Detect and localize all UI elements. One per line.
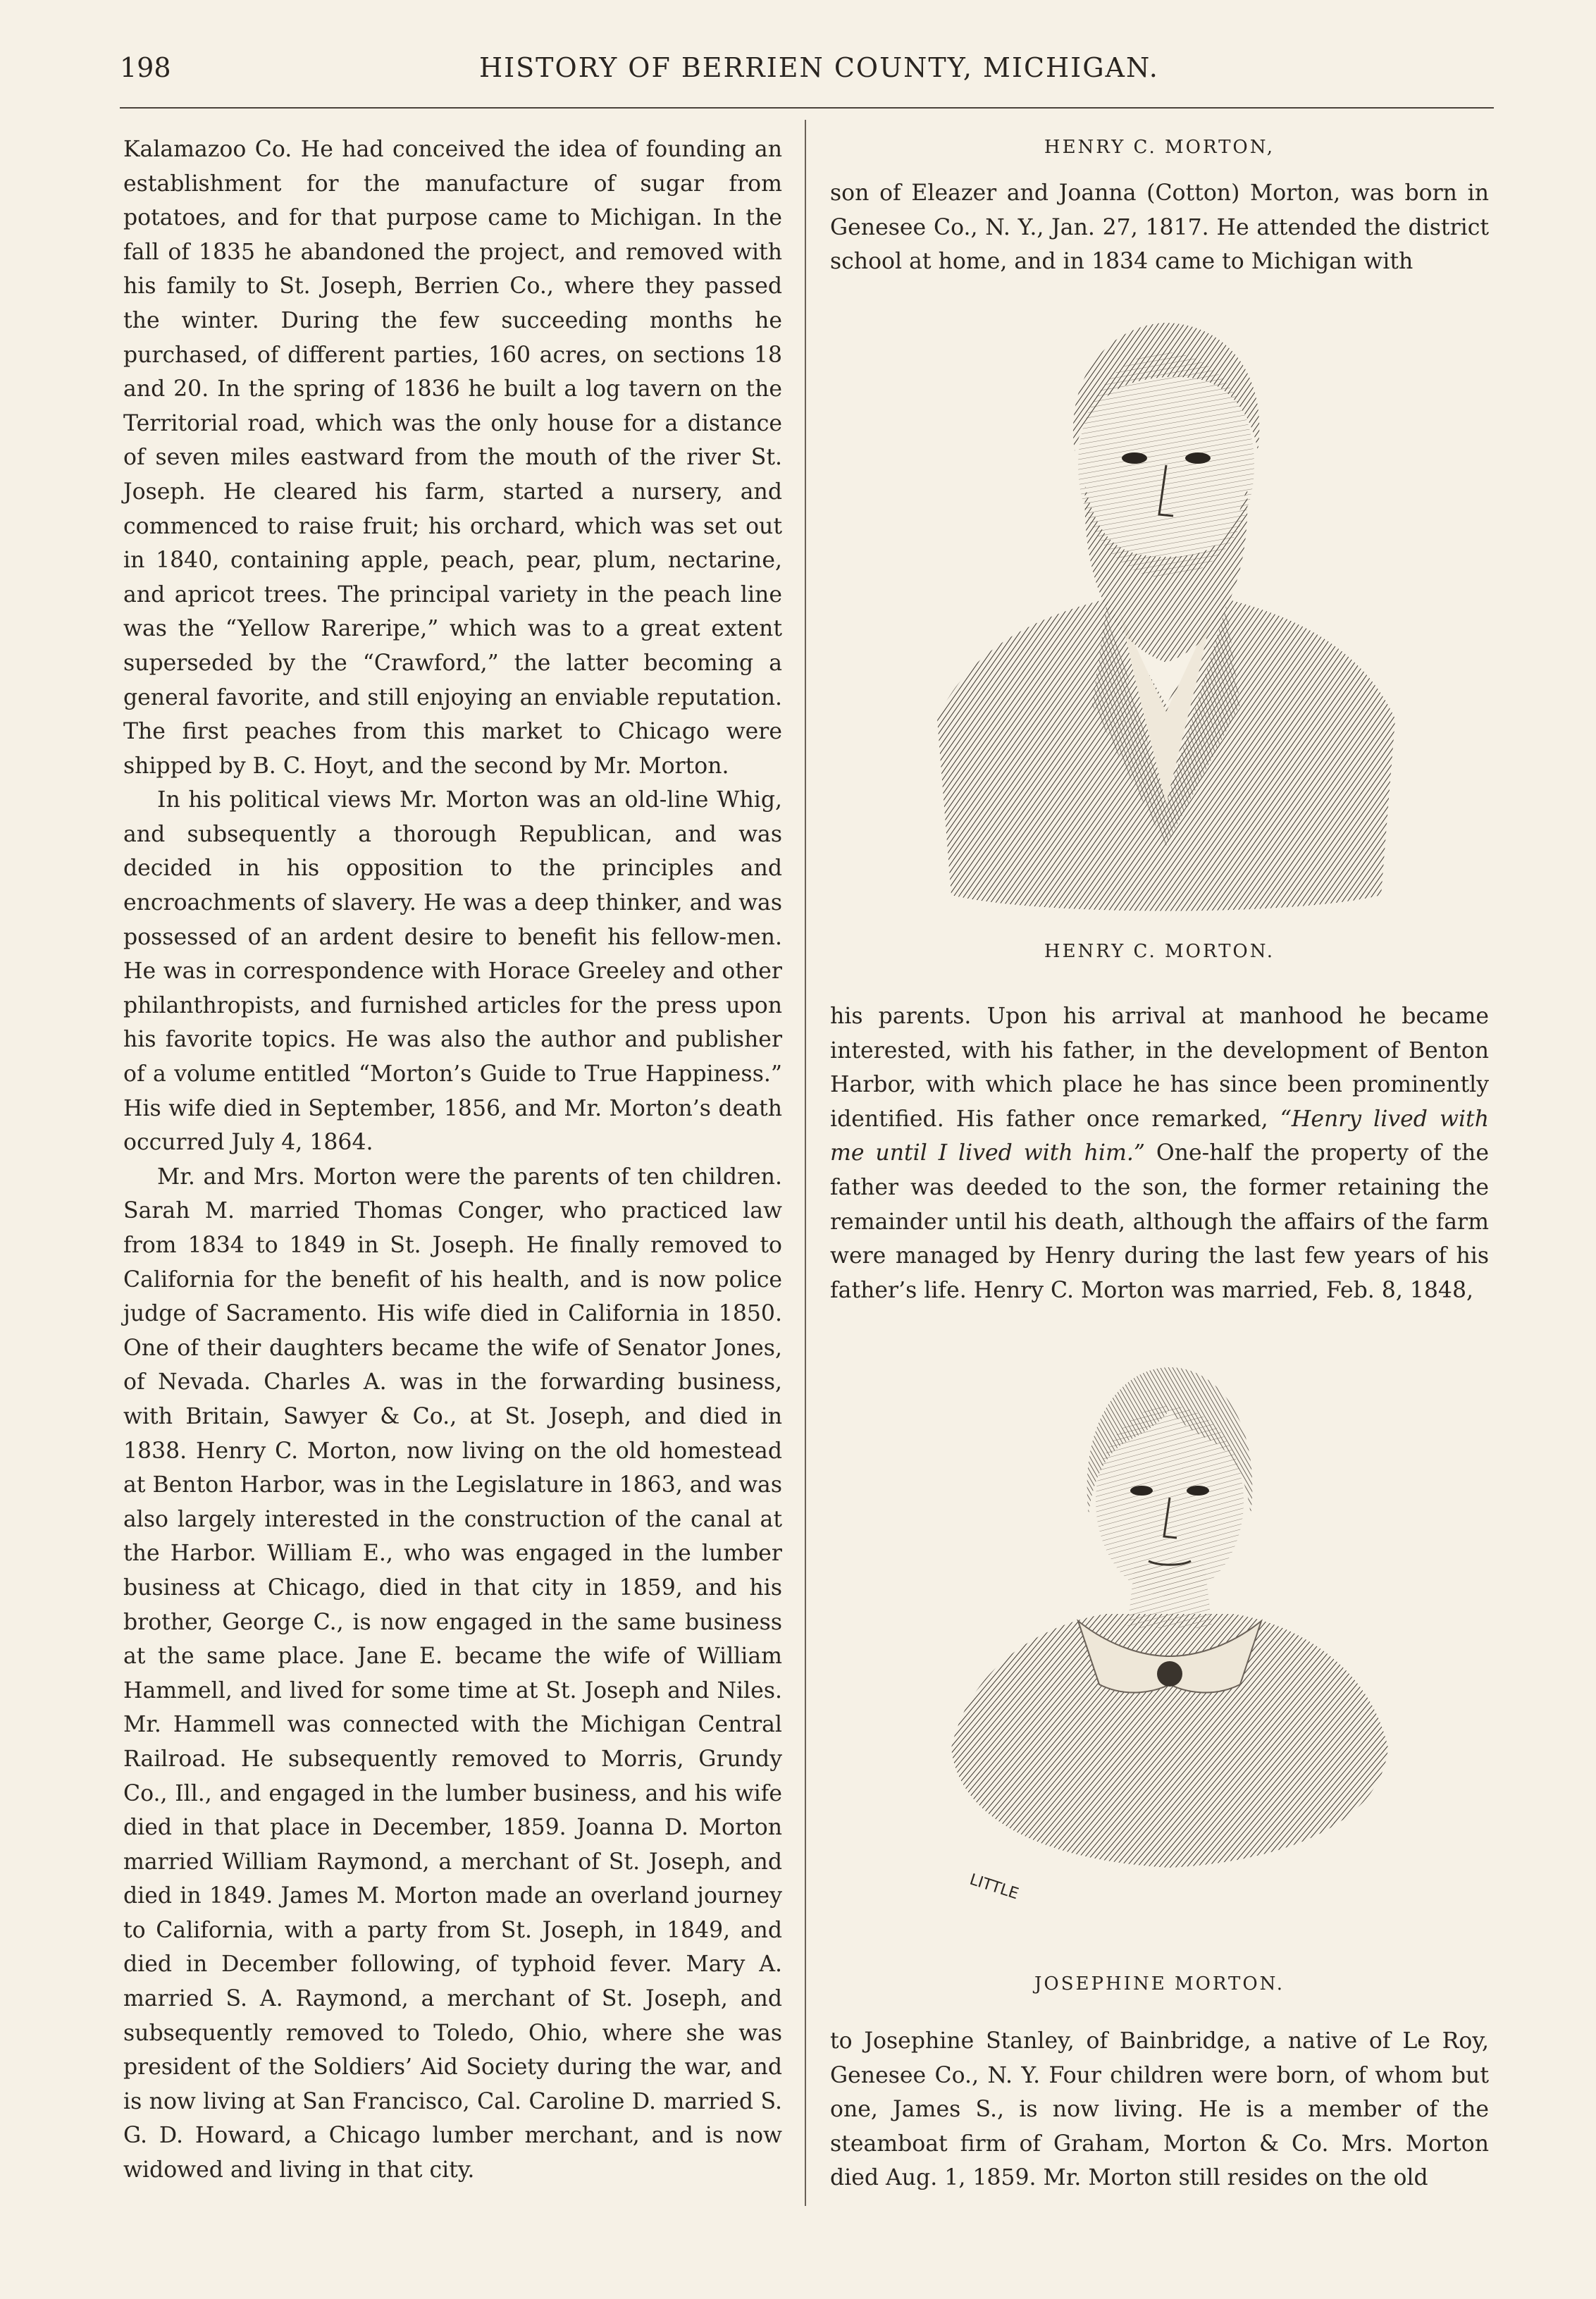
running-title: HISTORY OF BERRIEN COUNTY, MICHIGAN. [479, 52, 1159, 83]
portrait-caption-henry: HENRY C. MORTON. [1044, 941, 1275, 962]
middle-text-a: his parents. Upon his arrival at manhood he became interested, with his father, in the development of Benton Harbor, with which place he has since been prominently identified. His father once remarked, [830, 1004, 1489, 1132]
paragraph-3: Mr. and Mrs. Morton were the parents of ten children. Sarah M. married Thomas Conger, who practiced law from 1834 to 1849 in St. Joseph. He finally removed to California for the benefit of his health, and is now police judge of Sacramento. His wife died in California in 1850. One of their daughters became the wife of Senator Jones, of Nevada. Charles A. was in the forwarding business, with Britain, Sawyer & Co., at St. Joseph, and died in 1838. Henry C. Morton, now living on the old homestead at Benton Harbor, was in the Legislature in 1863, and was also largely interested in the construction of the canal at the Harbor. William E., who was engaged in the lumber business at Chicago, died in that city in 1859, and his brother, George C., is now engaged in the same business at the same place. Jane E. became the wife of William Hammell, and lived for some time at St. Joseph and Niles. Mr. Hammell was connected with the Michigan Central Railroad. He subsequently removed to Morris, Grundy Co., Ill., and engaged in the lumber business, and his wife died in that place in December, 1859. Joanna D. Morton married William Raymond, a merchant of St. Joseph, and died in 1849. James M. Morton made an overland journey to California, with a party from St. Joseph, in 1849, and died in December following, of typhoid fever. Mary A. married S. A. Raymond, a merchant of St. Joseph, and subsequently removed to Toledo, Ohio, where she was president of the Soldiers’ Aid Society during the war, and is now living at San Francisco, Cal. Caroline D. married S. G. D. Howard, a Chicago lumber merchant, and is now widowed and living in that city. [123, 1164, 782, 2183]
paragraph-2: In his political views Mr. Morton was an old-line Whig, and subsequently a thorough Republican, and was decided in his opposition to the principles and encroachments of slavery. He was a deep thinker, and was possessed of an ardent desire to benefit his fellow-men. He was in correspondence with Horace Greeley and other philanthropists, and furnished articles for the press upon his favorite topics. He was also the author and publisher of a volume entitled “Morton’s Guide to True Happiness.” His wife died in September, 1856, and Mr. Morton’s death occurred July 4, 1864. [123, 787, 782, 1156]
page-number: 198 [120, 52, 171, 83]
header-rule [120, 107, 1494, 109]
section-heading: HENRY C. MORTON, [1044, 137, 1275, 158]
closing-text: to Josephine Stanley, of Bainbridge, a native of Le Roy, Genesee Co., N. Y. Four children were born, of whom but one, James S., is now living. He is a member of the steamboat firm of Graham, Morton & Co. Mrs. Morton died Aug. 1, 1859. Mr. Morton still resides on the old [830, 2028, 1489, 2191]
left-column [123, 132, 782, 2188]
column-divider [805, 120, 806, 2206]
portrait-caption-josephine: JOSEPHINE MORTON. [1034, 1973, 1285, 1995]
closing-paragraph [830, 2024, 1489, 2195]
paragraph-1: Kalamazoo Co. He had conceived the idea of founding an establishment for the manufacture of sugar from potatoes, and for that purpose came to Michigan. In the fall of 1835 he abandoned the project, and removed with his family to St. Joseph, Berrien Co., where they passed the winter. During the few succeeding months he purchased, of different parties, 160 acres, on sections 18 and 20. In the spring of 1836 he built a log tavern on the Territorial road, which was the only house for a distance of seven miles eastward from the mouth of the river St. Joseph. He cleared his farm, started a nursery, and commenced to raise fruit; his orchard, which was set out in 1840, containing apple, peach, pear, plum, nectarine, and apricot trees. The principal variety in the peach line was the “Yellow Rareripe,” which was to a great extent superseded by the “Crawford,” the latter becoming a general favorite, and still enjoying an enviable reputation. The first peaches from this market to Chicago were shipped by B. C. Hoyt, and the second by Mr. Morton. [123, 137, 782, 779]
intro-text: son of Eleazer and Joanna (Cotton) Morton, was born in Genesee Co., N. Y., Jan. 27, 1817. He attended the district school at home, and in 1834 came to Michigan with [830, 180, 1489, 275]
intro-paragraph [830, 176, 1489, 279]
middle-text-b: One-half the property of the father was deeded to the son, the former retaining the remainder until his death, although the affairs of the farm were managed by Henry during the last few years of his father’s life. Henry C. Morton was married, Feb. 8, 1848, [830, 1140, 1489, 1303]
middle-text [830, 999, 1489, 1307]
engraver-signature: LITTLE [967, 1870, 1021, 1904]
page-header [120, 48, 1494, 90]
father-quote: “Henry lived with me until I lived with him.” [830, 1106, 1489, 1166]
middle-paragraph [830, 999, 1489, 1307]
henry-morton-portrait [930, 310, 1402, 916]
josephine-morton-portrait [944, 1353, 1395, 1917]
